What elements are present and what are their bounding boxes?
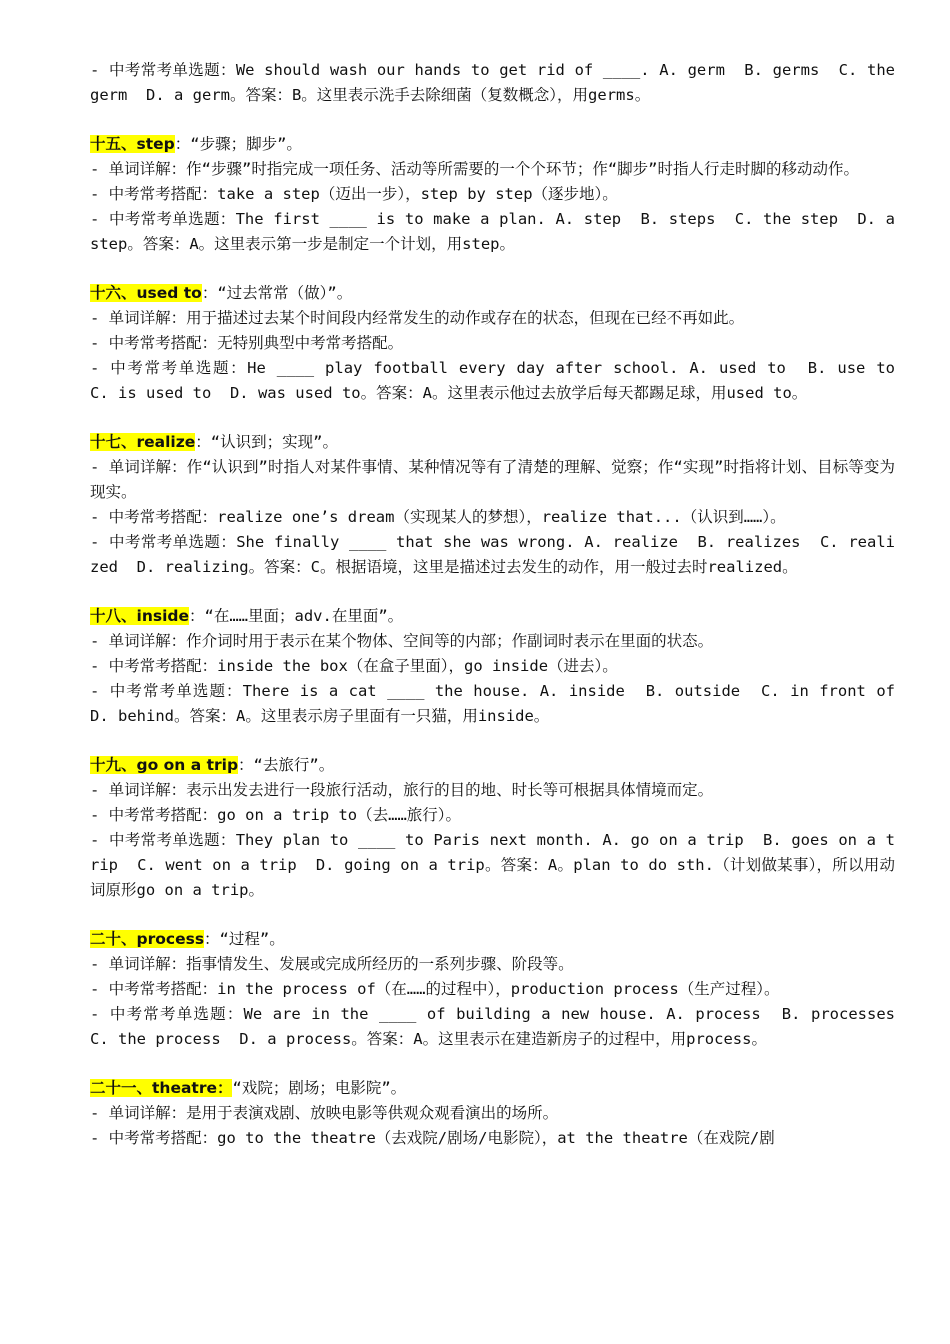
- entry-gloss: ：“认识到；实现”。: [195, 433, 338, 451]
- entry-gloss: ：“过去常常（做）”。: [201, 284, 353, 302]
- entry-collocation-line: - 中考常考搭配：take a step（迈出一步），step by step（逐步地）。: [90, 185, 618, 203]
- entry-term-highlight: 十六、used to: [90, 284, 202, 302]
- entry-heading: [90, 132, 895, 157]
- intro-section: [90, 58, 905, 108]
- entry-collocation-line: - 中考常考搭配：in the process of（在……的过程中），production process（生产过程）。: [90, 980, 780, 998]
- entry-20: [90, 927, 914, 1052]
- entry-collocation-line: - 中考常考搭配：inside the box（在盒子里面），go inside（进去）。: [90, 657, 618, 675]
- entry-question-line: - 中考常考单选题：There is a cat ____ the house. A. inside B. outside C. in front of D. behind。答案：A。这里表示房子里面有一只猫，用inside。: [90, 682, 914, 725]
- entry-detail-line: - 单词详解：表示出发去进行一段旅行活动，旅行的目的地、时长等可根据具体情境而定。: [90, 781, 714, 799]
- entry-19: [90, 753, 895, 903]
- entry-question-line: - 中考常考单选题：He ____ play football every day after school. A. used to B. use to C. is used to D. was used to。答案：A。这里表示他过去放学后每天都踢足球，用used to。: [90, 359, 914, 402]
- entry-gloss: ：“步骤；脚步”。: [174, 135, 302, 153]
- entry-detail-line: - 单词详解：作介词时用于表示在某个物体、空间等的内部；作副词时表示在里面的状态。: [90, 632, 714, 650]
- entry-question-line: - 中考常考单选题：The first ____ is to make a plan. A. step B. steps C. the step D. a step。答案：A。这里表示第一步是制定一个计划，用step。: [90, 210, 905, 253]
- entry-15: [90, 132, 905, 257]
- entry-heading: [90, 927, 895, 952]
- entry-heading: [90, 281, 895, 306]
- entry-collocation-line: - 中考常考搭配：go on a trip to（去……旅行）。: [90, 806, 462, 824]
- entry-question-line: - 中考常考单选题：She finally ____ that she was wrong. A. realize B. realizes C. realized D. realizing。答案：C。根据语境，这里是描述过去发生的动作，用一般过去时realized。: [90, 533, 895, 576]
- entry-term-highlight: 十五、step: [90, 135, 175, 153]
- entry-term-highlight: 十九、go on a trip: [90, 756, 239, 774]
- entry-21: [90, 1076, 895, 1151]
- entry-gloss: ：“去旅行”。: [238, 756, 335, 774]
- entry-detail-line: - 单词详解：指事情发生、发展或完成所经历的一系列步骤、阶段等。: [90, 955, 574, 973]
- entry-detail-line: - 单词详解：是用于表演戏剧、放映电影等供观众观看演出的场所。: [90, 1104, 559, 1122]
- entry-term-highlight: 十七、realize: [90, 433, 196, 451]
- document-page: [90, 58, 914, 1151]
- entry-collocation-line: - 中考常考搭配：无特别典型中考常考搭配。: [90, 334, 404, 352]
- entry-question-line: - 中考常考单选题：They plan to ____ to Paris next month. A. go on a trip B. goes on a trip C. went on a trip D. going on a trip。答案：A。plan to do sth.（计划做某事），所以用动词原形go on a trip。: [90, 831, 895, 899]
- entry-collocation-line: - 中考常考搭配：realize one’s dream（实现某人的梦想），realize that...（认识到……）。: [90, 508, 786, 526]
- entry-detail-line: - 单词详解：作“认识到”时指人对某件事情、某种情况等有了清楚的理解、觉察；作“实现”时指将计划、目标等变为现实。: [90, 458, 895, 501]
- entry-heading: [90, 430, 895, 455]
- entry-heading: [90, 753, 895, 778]
- entry-heading: [90, 604, 895, 629]
- intro-line: - 中考常考单选题：We should wash our hands to get rid of ____. A. germ B. germs C. the germ D. a germ。答案：B。这里表示洗手去除细菌（复数概念），用germs。: [90, 61, 905, 104]
- entry-term-highlight: 二十一、theatre：: [90, 1079, 233, 1097]
- entry-heading: [90, 1076, 895, 1101]
- entry-gloss: ：“在……里面；adv.在里面”。: [189, 607, 404, 625]
- entry-18: [90, 604, 914, 729]
- entry-gloss: “戏院；剧场；电影院”。: [232, 1079, 407, 1097]
- entry-17: [90, 430, 895, 580]
- entry-term-highlight: 十八、inside: [90, 607, 189, 625]
- entry-question-line: - 中考常考单选题：We are in the ____ of building a new house. A. process B. processes C. the process D. a process。答案：A。这里表示在建造新房子的过程中，用process。: [90, 1005, 914, 1048]
- entry-16: [90, 281, 914, 406]
- entry-gloss: ：“过程”。: [204, 930, 285, 948]
- entry-detail-line: - 单词详解：用于描述过去某个时间段内经常发生的动作或存在的状态，但现在已经不再如此。: [90, 309, 745, 327]
- entry-collocation-line: - 中考常考搭配：go to the theatre（去戏院/剧场/电影院），at the theatre（在戏院/剧: [90, 1129, 775, 1147]
- entry-term-highlight: 二十、process: [90, 930, 205, 948]
- entry-detail-line: - 单词详解：作“步骤”时指完成一项任务、活动等所需要的一个个环节；作“脚步”时指人行走时脚的移动动作。: [90, 160, 859, 178]
